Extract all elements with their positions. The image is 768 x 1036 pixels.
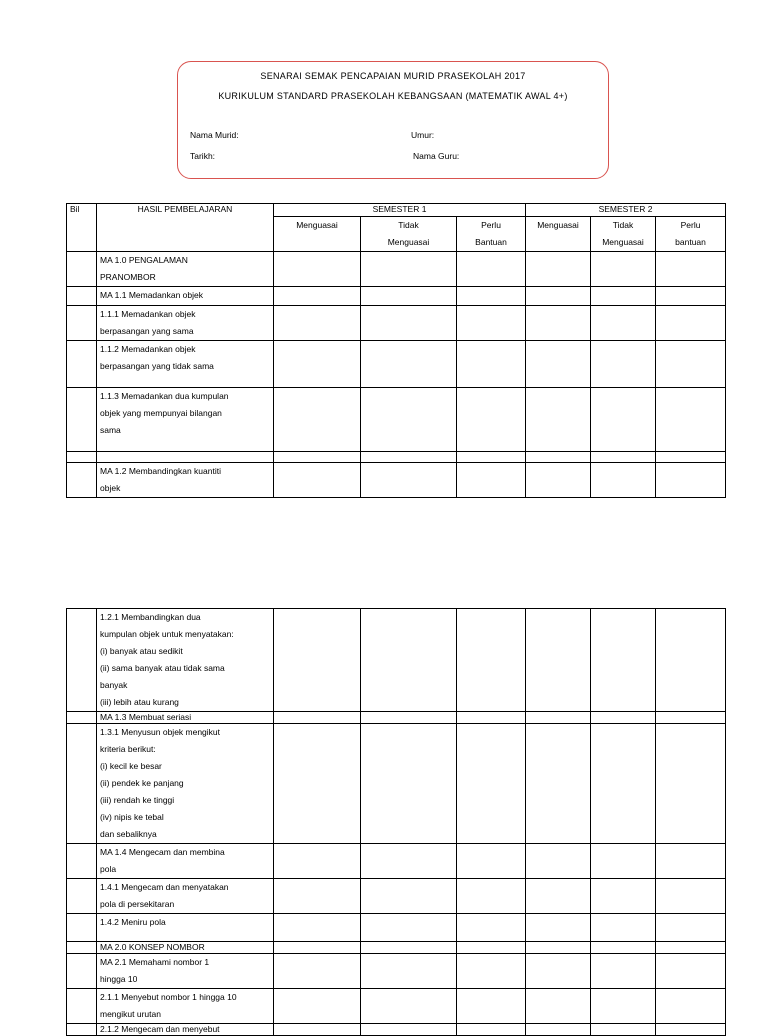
hasil-cell: MA 1.3 Membuat seriasi bbox=[97, 712, 274, 724]
check-cell[interactable] bbox=[457, 879, 526, 914]
check-cell[interactable] bbox=[274, 287, 361, 306]
table-row bbox=[67, 252, 726, 287]
table-row bbox=[67, 452, 726, 463]
check-cell[interactable] bbox=[526, 989, 591, 1024]
check-cell[interactable] bbox=[361, 452, 457, 463]
check-cell[interactable] bbox=[274, 989, 361, 1024]
check-cell[interactable] bbox=[274, 463, 361, 498]
check-cell[interactable] bbox=[591, 989, 656, 1024]
form-title: SENARAI SEMAK PENCAPAIAN MURID PRASEKOLAH 2017 bbox=[260, 71, 526, 81]
check-cell[interactable] bbox=[591, 879, 656, 914]
hasil-cell: MA 1.2 Membandingkan kuantiti objek bbox=[97, 463, 274, 498]
check-cell[interactable] bbox=[591, 452, 656, 463]
check-cell[interactable] bbox=[457, 942, 526, 954]
check-cell[interactable] bbox=[457, 306, 526, 341]
check-cell[interactable] bbox=[526, 914, 591, 942]
check-cell[interactable] bbox=[656, 609, 726, 712]
check-cell[interactable] bbox=[591, 954, 656, 989]
table-row bbox=[67, 287, 726, 306]
s2-tidak-menguasai-header: Tidak Menguasai bbox=[591, 217, 656, 252]
table-row bbox=[67, 724, 726, 844]
s1-tidak-menguasai-header: Tidak Menguasai bbox=[361, 217, 457, 252]
check-cell[interactable] bbox=[526, 1024, 591, 1036]
check-cell[interactable] bbox=[526, 388, 591, 452]
hasil-cell: 1.1.1 Memadankan objek berpasangan yang sama bbox=[97, 306, 274, 341]
hasil-cell: MA 1.1 Memadankan objek bbox=[97, 287, 274, 306]
check-cell[interactable] bbox=[656, 724, 726, 844]
hasil-cell: 1.1.2 Memadankan objek berpasangan yang tidak sama bbox=[97, 341, 274, 388]
checklist-table-1 bbox=[66, 203, 726, 498]
hasil-cell: 1.4.1 Mengecam dan menyatakan pola di persekitaran bbox=[97, 879, 274, 914]
check-cell[interactable] bbox=[274, 1024, 361, 1036]
check-cell[interactable] bbox=[457, 252, 526, 287]
bil-cell bbox=[67, 1024, 97, 1036]
check-cell[interactable] bbox=[361, 341, 457, 388]
hasil-cell bbox=[97, 452, 274, 463]
check-cell[interactable] bbox=[656, 452, 726, 463]
check-cell[interactable] bbox=[457, 1024, 526, 1036]
bil-cell bbox=[67, 306, 97, 341]
semester1-header: SEMESTER 1 bbox=[274, 204, 526, 217]
check-cell[interactable] bbox=[526, 287, 591, 306]
bil-cell bbox=[67, 463, 97, 498]
check-cell[interactable] bbox=[274, 452, 361, 463]
bil-cell bbox=[67, 341, 97, 388]
check-cell[interactable] bbox=[457, 388, 526, 452]
check-cell[interactable] bbox=[274, 954, 361, 989]
check-cell[interactable] bbox=[591, 609, 656, 712]
check-cell[interactable] bbox=[361, 879, 457, 914]
check-cell[interactable] bbox=[274, 724, 361, 844]
bil-cell bbox=[67, 287, 97, 306]
check-cell[interactable] bbox=[361, 844, 457, 879]
table-row bbox=[67, 844, 726, 879]
table-row bbox=[67, 463, 726, 498]
check-cell[interactable] bbox=[526, 844, 591, 879]
check-cell[interactable] bbox=[591, 724, 656, 844]
semester2-header: SEMESTER 2 bbox=[526, 204, 726, 217]
check-cell[interactable] bbox=[656, 306, 726, 341]
nama-guru-label: Nama Guru: bbox=[413, 151, 460, 161]
s1-perlu-bantuan-header: Perlu Bantuan bbox=[457, 217, 526, 252]
check-cell[interactable] bbox=[274, 609, 361, 712]
check-cell[interactable] bbox=[656, 388, 726, 452]
check-cell[interactable] bbox=[591, 844, 656, 879]
check-cell[interactable] bbox=[656, 712, 726, 724]
check-cell[interactable] bbox=[526, 724, 591, 844]
check-cell[interactable] bbox=[526, 341, 591, 388]
check-cell[interactable] bbox=[591, 463, 656, 498]
check-cell[interactable] bbox=[526, 252, 591, 287]
check-cell[interactable] bbox=[361, 914, 457, 942]
hasil-cell: MA 2.1 Memahami nombor 1 hingga 10 bbox=[97, 954, 274, 989]
check-cell[interactable] bbox=[457, 989, 526, 1024]
check-cell[interactable] bbox=[656, 844, 726, 879]
check-cell[interactable] bbox=[274, 844, 361, 879]
hasil-cell: 2.1.1 Menyebut nombor 1 hingga 10 mengikut urutan bbox=[97, 989, 274, 1024]
check-cell[interactable] bbox=[457, 609, 526, 712]
check-cell[interactable] bbox=[361, 252, 457, 287]
check-cell[interactable] bbox=[526, 942, 591, 954]
check-cell[interactable] bbox=[361, 388, 457, 452]
check-cell[interactable] bbox=[274, 914, 361, 942]
check-cell[interactable] bbox=[361, 954, 457, 989]
bil-cell bbox=[67, 712, 97, 724]
check-cell[interactable] bbox=[361, 463, 457, 498]
bil-cell bbox=[67, 452, 97, 463]
table-row bbox=[67, 388, 726, 452]
check-cell[interactable] bbox=[591, 914, 656, 942]
check-cell[interactable] bbox=[274, 712, 361, 724]
bil-cell bbox=[67, 609, 97, 712]
check-cell[interactable] bbox=[361, 287, 457, 306]
table-row bbox=[67, 942, 726, 954]
table-row bbox=[67, 1024, 726, 1036]
bil-cell bbox=[67, 914, 97, 942]
check-cell[interactable] bbox=[457, 954, 526, 989]
check-cell[interactable] bbox=[591, 942, 656, 954]
check-cell[interactable] bbox=[526, 452, 591, 463]
hasil-cell: 1.3.1 Menyusun objek mengikut kriteria berikut: (i) kecil ke besar (ii) pendek ke panjang (iii) rendah ke tinggi (iv) nipis ke tebal dan sebaliknya bbox=[97, 724, 274, 844]
check-cell[interactable] bbox=[457, 463, 526, 498]
check-cell[interactable] bbox=[457, 844, 526, 879]
check-cell[interactable] bbox=[526, 712, 591, 724]
check-cell[interactable] bbox=[457, 914, 526, 942]
check-cell[interactable] bbox=[361, 942, 457, 954]
check-cell[interactable] bbox=[457, 712, 526, 724]
check-cell[interactable] bbox=[457, 287, 526, 306]
check-cell[interactable] bbox=[457, 452, 526, 463]
check-cell[interactable] bbox=[591, 252, 656, 287]
check-cell[interactable] bbox=[274, 942, 361, 954]
hasil-cell: 1.4.2 Meniru pola bbox=[97, 914, 274, 942]
bil-header: Bil bbox=[67, 204, 97, 252]
header-box bbox=[177, 61, 609, 179]
checklist-table-2 bbox=[66, 608, 726, 1036]
bil-cell bbox=[67, 388, 97, 452]
check-cell[interactable] bbox=[656, 1024, 726, 1036]
check-cell[interactable] bbox=[361, 306, 457, 341]
check-cell[interactable] bbox=[274, 341, 361, 388]
tarikh-label: Tarikh: bbox=[190, 151, 216, 161]
form-subtitle: KURIKULUM STANDARD PRASEKOLAH KEBANGSAAN (MATEMATIK AWAL 4+) bbox=[218, 91, 568, 101]
table-row bbox=[67, 989, 726, 1024]
s2-menguasai-header: Menguasai bbox=[526, 217, 591, 252]
bil-cell bbox=[67, 879, 97, 914]
bil-cell bbox=[67, 844, 97, 879]
bil-cell bbox=[67, 252, 97, 287]
check-cell[interactable] bbox=[656, 252, 726, 287]
table-row bbox=[67, 879, 726, 914]
bil-cell bbox=[67, 989, 97, 1024]
hasil-cell: MA 1.0 PENGALAMAN PRANOMBOR bbox=[97, 252, 274, 287]
check-cell[interactable] bbox=[361, 609, 457, 712]
bil-cell bbox=[67, 724, 97, 844]
check-cell[interactable] bbox=[457, 341, 526, 388]
umur-label: Umur: bbox=[411, 130, 435, 140]
check-cell[interactable] bbox=[274, 388, 361, 452]
s1-menguasai-header: Menguasai bbox=[274, 217, 361, 252]
check-cell[interactable] bbox=[656, 879, 726, 914]
hasil-cell: 2.1.2 Mengecam dan menyebut bbox=[97, 1024, 274, 1036]
check-cell[interactable] bbox=[656, 954, 726, 989]
check-cell[interactable] bbox=[526, 306, 591, 341]
hasil-cell: 1.1.3 Memadankan dua kumpulan objek yang mempunyai bilangan sama bbox=[97, 388, 274, 452]
check-cell[interactable] bbox=[361, 1024, 457, 1036]
check-cell[interactable] bbox=[274, 252, 361, 287]
check-cell[interactable] bbox=[591, 388, 656, 452]
check-cell[interactable] bbox=[656, 463, 726, 498]
check-cell[interactable] bbox=[526, 954, 591, 989]
hasil-header: HASIL PEMBELAJARAN bbox=[97, 204, 274, 252]
check-cell[interactable] bbox=[274, 306, 361, 341]
check-cell[interactable] bbox=[361, 712, 457, 724]
check-cell[interactable] bbox=[591, 712, 656, 724]
check-cell[interactable] bbox=[591, 287, 656, 306]
check-cell[interactable] bbox=[656, 914, 726, 942]
table-row bbox=[67, 914, 726, 942]
check-cell[interactable] bbox=[591, 341, 656, 388]
s2-perlu-bantuan-header: Perlu bantuan bbox=[656, 217, 726, 252]
bil-cell bbox=[67, 954, 97, 989]
check-cell[interactable] bbox=[656, 287, 726, 306]
check-cell[interactable] bbox=[656, 942, 726, 954]
check-cell[interactable] bbox=[526, 879, 591, 914]
table-row bbox=[67, 341, 726, 388]
table-row bbox=[67, 609, 726, 712]
bil-cell bbox=[67, 942, 97, 954]
check-cell[interactable] bbox=[591, 1024, 656, 1036]
hasil-cell: MA 1.4 Mengecam dan membina pola bbox=[97, 844, 274, 879]
check-cell[interactable] bbox=[656, 341, 726, 388]
table-row bbox=[67, 712, 726, 724]
check-cell[interactable] bbox=[274, 879, 361, 914]
check-cell[interactable] bbox=[591, 306, 656, 341]
hasil-cell: MA 2.0 KONSEP NOMBOR bbox=[97, 942, 274, 954]
table-row bbox=[67, 306, 726, 341]
check-cell[interactable] bbox=[361, 989, 457, 1024]
check-cell[interactable] bbox=[361, 724, 457, 844]
check-cell[interactable] bbox=[526, 463, 591, 498]
hasil-cell: 1.2.1 Membandingkan dua kumpulan objek untuk menyatakan: (i) banyak atau sedikit (ii) sama banyak atau tidak sama banyak (iii) lebih atau kurang bbox=[97, 609, 274, 712]
table-row bbox=[67, 954, 726, 989]
check-cell[interactable] bbox=[526, 609, 591, 712]
check-cell[interactable] bbox=[457, 724, 526, 844]
nama-murid-label: Nama Murid: bbox=[190, 130, 239, 140]
check-cell[interactable] bbox=[656, 989, 726, 1024]
